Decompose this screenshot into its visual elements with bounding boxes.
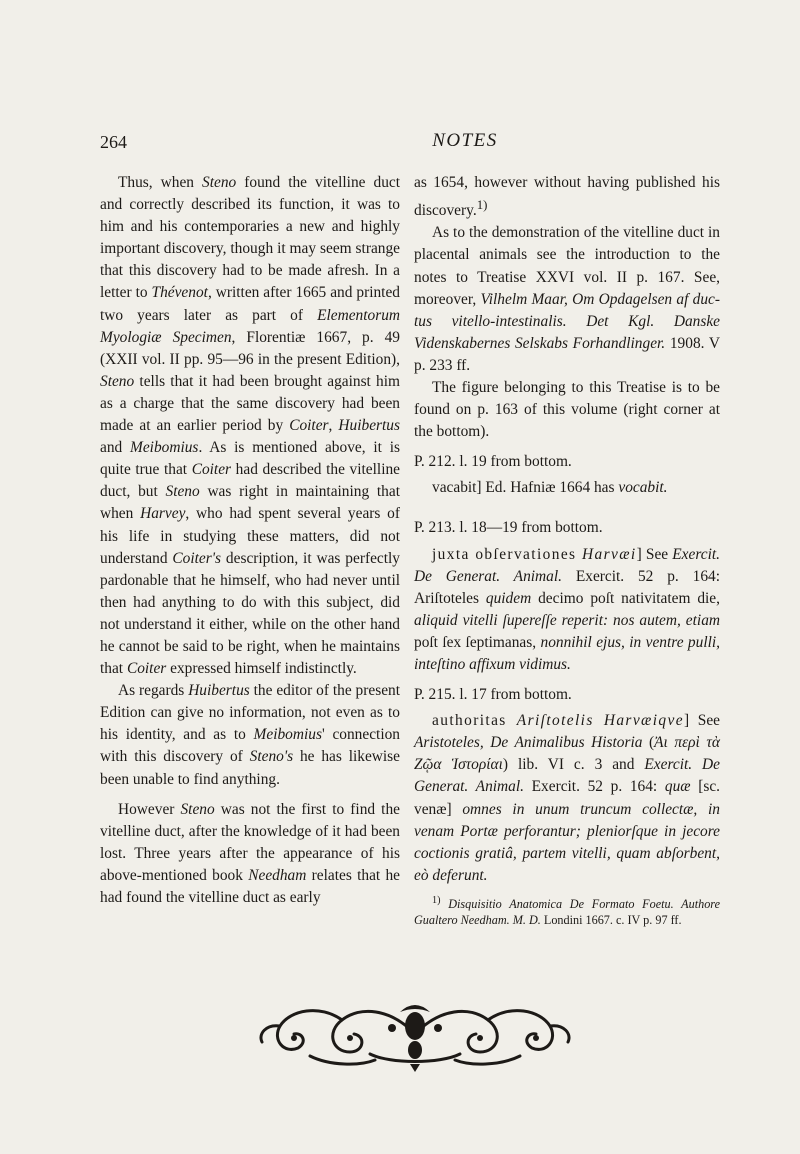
text-run: ( — [642, 734, 655, 752]
text-run: decimo poſt nativitatem die, — [531, 589, 720, 607]
text-run: Harvey — [140, 505, 186, 523]
text-run: . As is mentioned above, it is quite true that — [100, 439, 400, 479]
running-title: NOTES — [432, 130, 498, 151]
text-run: nonnihil ejus, in ventre pulli, inteſtino affixum vidimus. — [414, 633, 720, 673]
text-run: relates that he had found the vitelline duct as early — [100, 866, 400, 906]
text-run: was right in maintaining that when — [100, 483, 400, 523]
text-run: Steno — [202, 174, 237, 191]
text-run: the editor of the present Edition can give no information, not even as to his identity, and as to — [100, 682, 400, 744]
text-run: Steno's — [249, 748, 294, 766]
left-column — [100, 172, 400, 909]
page-header — [100, 132, 720, 162]
text-run: As to the demonstration of the vitelline duct in placental animals see the introduction to the notes to Treatise XXVI vol. II p. 167. See, moreover, — [414, 224, 720, 308]
scroll-ornament-icon — [250, 994, 580, 1074]
text-run: Elementorum Myologiæ Specimen — [100, 306, 400, 346]
text-run: Thus, when — [118, 174, 203, 191]
text-run: tells that it had been brought against him as a charge that the same discovery had been made at an earlier period by — [100, 372, 400, 435]
text-run: was not the first to find the vitelline duct, after the knowledge of it had been lost. Three years after the appearance of his above-mentioned book — [100, 800, 400, 884]
text-run: Steno — [165, 483, 200, 501]
text-run: ) lib. VI c. 3 and — [502, 756, 645, 774]
text-run: However — [118, 800, 181, 818]
text-run: , written after 1665 and printed two years later as part of — [100, 284, 400, 324]
text-run: Vilhelm Maar, Om Opdagelsen af ductus vitello-intestinalis. Det Kgl. Danske Videnskabernes Selskabs Forhandlinger. — [414, 290, 720, 352]
paragraph — [414, 544, 720, 677]
text-run: 1) — [432, 894, 441, 906]
text-run: poſt ſex ſeptimanas, — [414, 633, 541, 651]
text-run: Meibomius — [130, 439, 199, 457]
text-run: Coiter's — [172, 549, 222, 567]
text-run: 1) — [476, 198, 488, 213]
text-run: Disquisitio Anatomica De Formato Foetu. Authore Gualtero Needham. M. D. — [414, 897, 720, 927]
note-reference: P. 212. l. 19 from bottom. — [414, 453, 572, 471]
text-run: As regards — [118, 682, 189, 700]
text-run: ' connection with this discovery of — [100, 726, 400, 766]
text-run: , who had spent several years of his life in studying these matters, did not understand — [100, 505, 400, 567]
text-run: Coiter — [126, 660, 167, 678]
text-run: Exercit. De Generat. Animal. — [414, 756, 720, 796]
text-run: Exercit. 52 p. 164: — [523, 778, 665, 796]
text-run: found the vitelline duct and correctly described its function, it was to him and his contemporaries a new and highly important discovery, though it may seem strange that this discovery had to be made afresh. In a letter to — [100, 174, 400, 302]
paragraph — [100, 172, 400, 680]
text-run: [sc. venæ] — [414, 778, 721, 818]
paragraph — [414, 477, 720, 499]
text-run: omnes in unum truncum collectæ, in venam Portæ perforantur; pleniorſque in jecore coctionis gratiâ, partem vitelli, quam abſorbent, eò deferunt. — [414, 800, 720, 884]
text-run: Huibertus — [188, 682, 250, 700]
text-run: Aristoteles, De Animalibus Historia — [414, 734, 643, 752]
text-run: description, it was perfectly pardonable that he himself, who had never until then had anything to do with this subject, did not understand it either, while on the other hand he cannot be said to be right, when he maintains that — [100, 549, 400, 678]
paragraph — [414, 222, 720, 377]
note-reference: P. 215. l. 17 from bottom. — [414, 686, 572, 704]
text-run: as 1654, however without having published his discovery. — [414, 174, 720, 220]
text-run: The figure belonging to this Treatise is to be found on p. 163 of this volume (right corner at the bottom). — [414, 378, 720, 441]
text-run: Coiter — [191, 461, 232, 479]
text-run: had described the vitelline duct, but — [100, 461, 400, 501]
right-column — [414, 172, 720, 928]
text-run: expressed himself indistinctly. — [166, 660, 357, 678]
paragraph — [414, 377, 720, 443]
text-run: Londini 1667. c. IV p. 97 ff. — [540, 913, 682, 927]
text-run: vacabit] Ed. Hafniæ 1664 has — [432, 479, 619, 497]
text-run: Ariſtotelis Harvæiqve — [516, 712, 684, 730]
text-run: he has likewise been unable to find anything. — [100, 748, 400, 788]
paragraph — [414, 710, 720, 887]
text-run: Ἀι περὶ τὰ Ζῷα Ἱστορίαι — [414, 734, 720, 774]
text-run: ] See — [683, 712, 720, 730]
footnote — [414, 893, 720, 928]
text-run: authoritas — [432, 712, 517, 730]
text-run: and — [100, 439, 131, 457]
text-run: Coiter — [289, 417, 329, 435]
text-run: quidem — [485, 589, 532, 607]
text-run: Steno — [100, 372, 135, 390]
text-run: , — [328, 417, 339, 435]
text-run: quæ — [664, 778, 691, 796]
text-run: Steno — [180, 800, 215, 818]
page-number: 264 — [100, 132, 127, 152]
text-run: Needham — [248, 866, 307, 884]
text-run: Huibertus — [338, 417, 400, 435]
paragraph — [414, 172, 720, 222]
text-run: Thévenot — [151, 284, 208, 302]
text-run: Harvæi — [582, 545, 637, 563]
text-run: Meibomius — [253, 726, 322, 744]
text-run: Exercit. 52 p. 164: Ariſtoteles — [414, 567, 720, 607]
text-run: 1908. V p. 233 ff. — [414, 334, 720, 374]
paragraph — [100, 799, 400, 909]
text-run: aliquid vitelli ſupereſſe reperit: nos autem, etiam — [414, 611, 720, 629]
text-run: vocabit. — [618, 479, 668, 497]
text-run: Exercit. De Generat. Animal. — [414, 545, 720, 585]
text-run: , Florentiæ 1667, p. 49 (XXII vol. II pp. 95—96 in the present Edition), — [100, 328, 400, 368]
text-run: juxta obſervationes — [432, 545, 583, 563]
text-run: ] See — [636, 545, 673, 563]
paragraph — [100, 680, 400, 790]
note-reference: P. 213. l. 18—19 from bottom. — [414, 519, 603, 537]
